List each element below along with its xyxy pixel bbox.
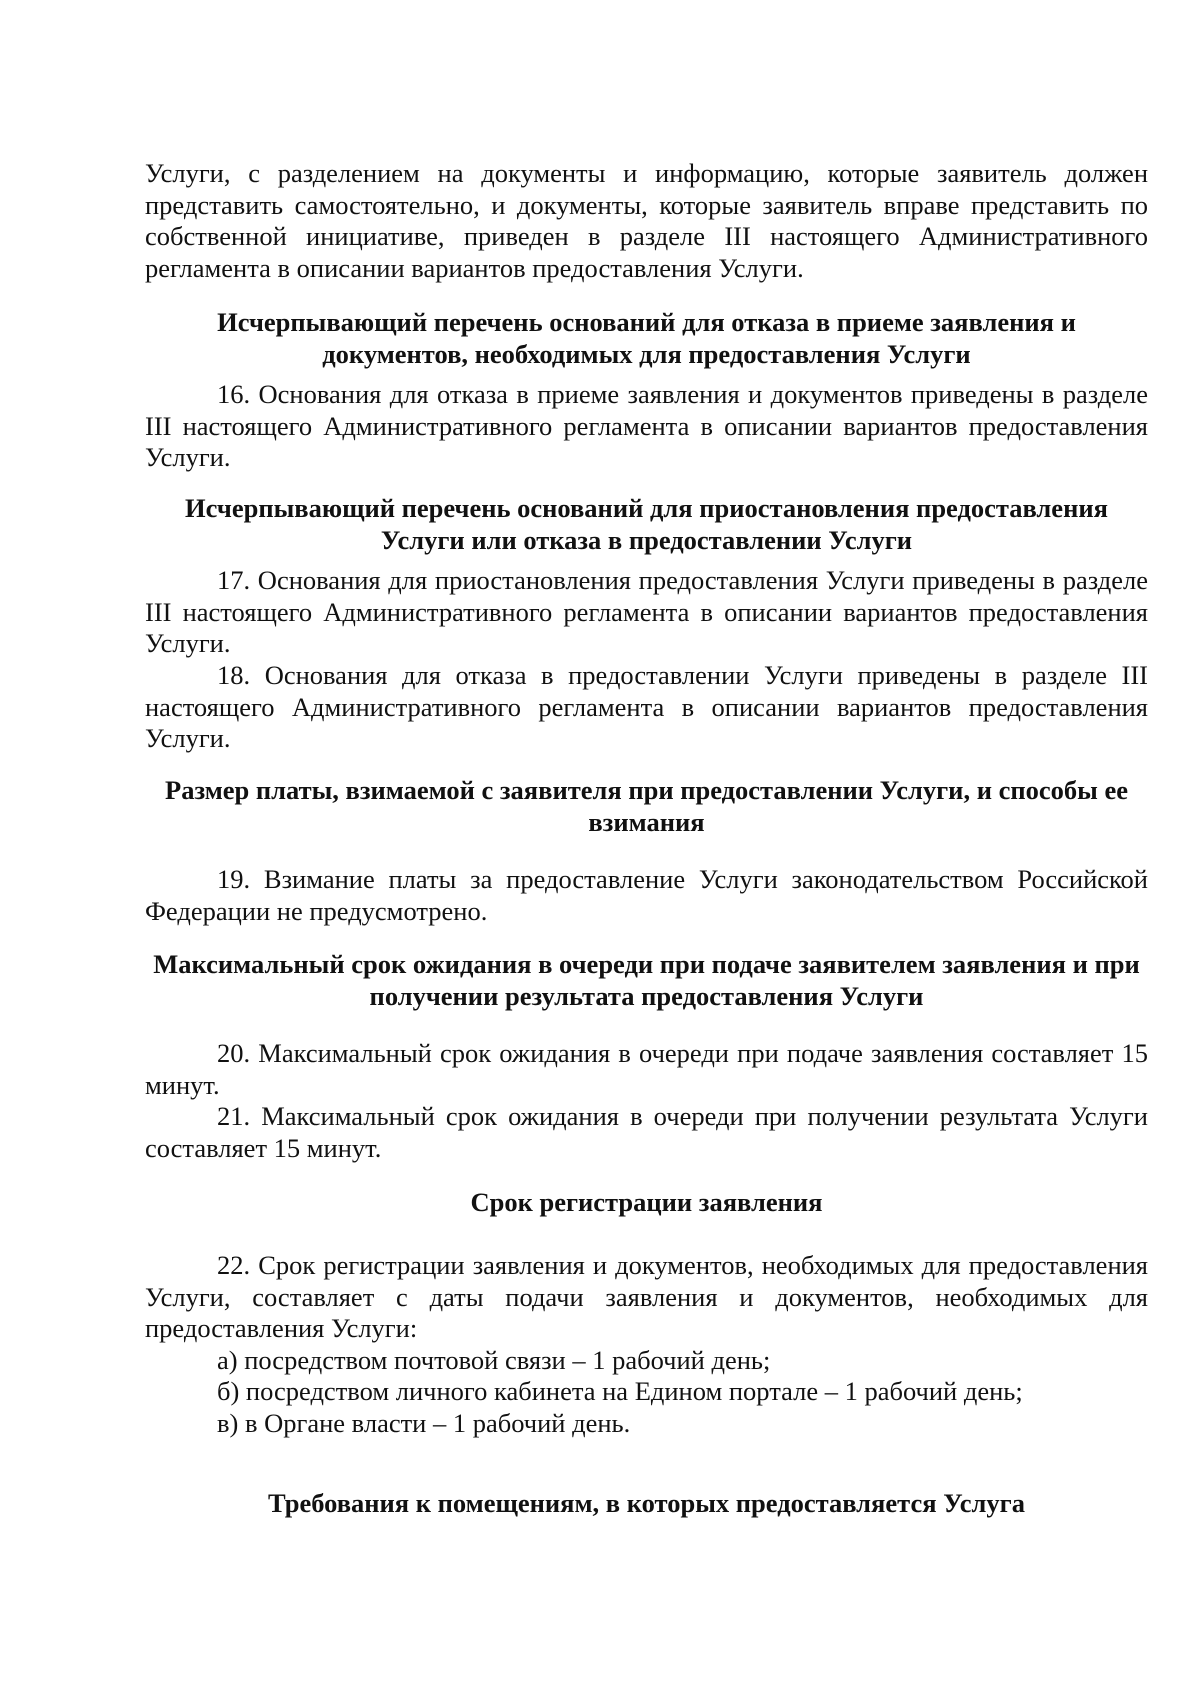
paragraph-16: 16. Основания для отказа в приеме заявления и документов приведены в разделе III настоящего Административного регламента в описании вариантов предоставления Услуги. bbox=[145, 379, 1148, 472]
section-heading-suspension-refusal: Исчерпывающий перечень оснований для приостановления предоставления Услуги или отказа в предоставлении Услуги bbox=[185, 493, 1108, 555]
section-heading-refusal-acceptance: Исчерпывающий перечень оснований для отказа в приеме заявления и документов, необходимых для предоставления Услуги bbox=[217, 307, 1076, 369]
section-heading-queue-time: Максимальный срок ожидания в очереди при подаче заявителем заявления и при получении результата предоставления Услуги bbox=[153, 949, 1140, 1011]
list-item-a: а) посредством почтовой связи – 1 рабочий день; bbox=[217, 1345, 771, 1375]
paragraph-18: 18. Основания для отказа в предоставлении Услуги приведены в разделе III настоящего Административного регламента в описании вариантов предоставления Услуги. bbox=[145, 660, 1148, 753]
section-heading-premises: Требования к помещениям, в которых предоставляется Услуга bbox=[268, 1488, 1025, 1518]
paragraph-19: 19. Взимание платы за предоставление Услуги законодательством Российской Федерации не предусмотрено. bbox=[145, 864, 1148, 926]
paragraph-21: 21. Максимальный срок ожидания в очереди при получении результата Услуги составляет 15 минут. bbox=[145, 1101, 1148, 1163]
list-item-b: б) посредством личного кабинета на Едином портале – 1 рабочий день; bbox=[217, 1376, 1023, 1406]
section-heading-registration: Срок регистрации заявления bbox=[470, 1187, 823, 1217]
paragraph-continuation: Услуги, с разделением на документы и информацию, которые заявитель должен представить самостоятельно, и документы, которые заявитель вправе представить по собственной инициативе, приведен в разделе III настоящего Административного регламента в описании вариантов предоставления Услуги. bbox=[145, 158, 1148, 283]
paragraph-20: 20. Максимальный срок ожидания в очереди при подаче заявления составляет 15 минут. bbox=[145, 1038, 1148, 1100]
paragraph-17: 17. Основания для приостановления предоставления Услуги приведены в разделе III настоящего Административного регламента в описании вариантов предоставления Услуги. bbox=[145, 565, 1148, 658]
paragraph-22: 22. Срок регистрации заявления и документов, необходимых для предоставления Услуги, составляет с даты подачи заявления и документов, необходимых для предоставления Услуги: bbox=[145, 1250, 1148, 1343]
list-item-c: в) в Органе власти – 1 рабочий день. bbox=[217, 1408, 631, 1438]
section-heading-fee: Размер платы, взимаемой с заявителя при предоставлении Услуги, и способы ее взимания bbox=[165, 775, 1128, 837]
